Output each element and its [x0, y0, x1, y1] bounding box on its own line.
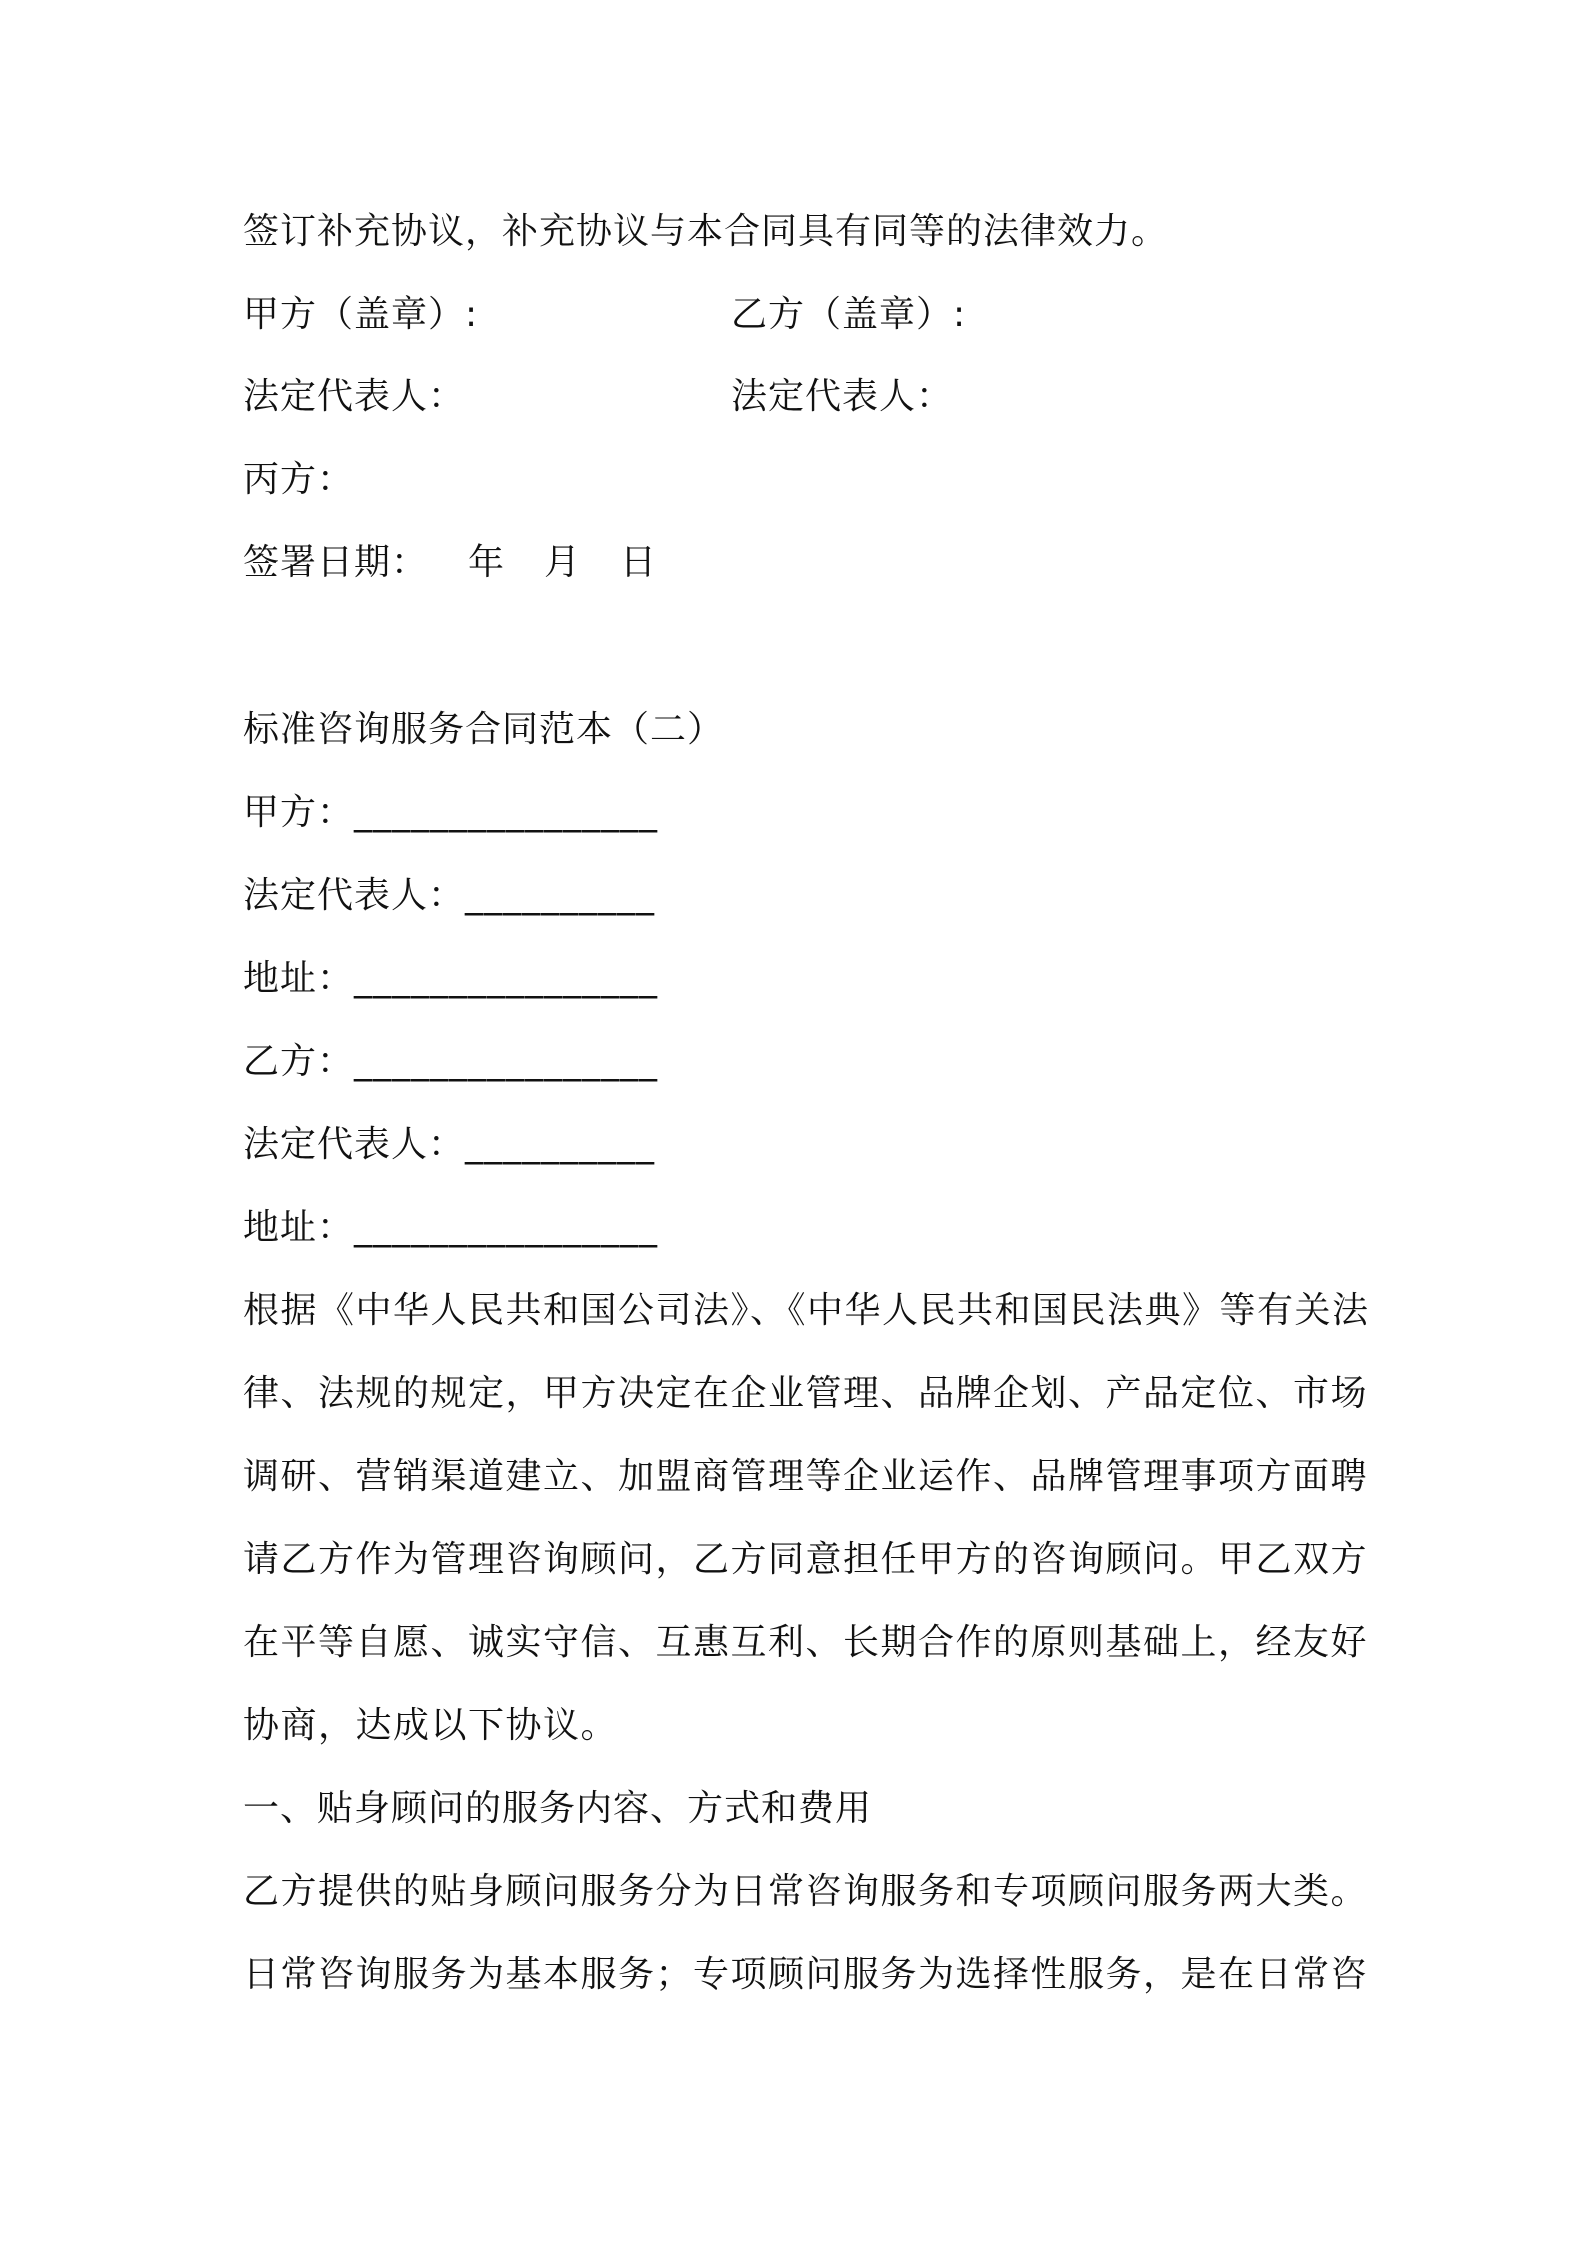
intro-line: 律、法规的规定，甲方决定在企业管理、品牌企划、产品定位、市场 — [243, 1373, 1369, 1414]
party-a-field: 甲方：________________ — [243, 792, 659, 833]
sign-date-row — [243, 538, 658, 588]
party-a-address-field: 地址：________________ — [243, 958, 659, 999]
party-b-field: 乙方：________________ — [243, 1041, 659, 1082]
intro-line: 请乙方作为管理咨询顾问，乙方同意担任甲方的咨询顾问。甲乙双方 — [243, 1539, 1369, 1580]
party-a-rep-field: 法定代表人：__________ — [243, 875, 656, 916]
day-label: 日 — [620, 542, 658, 583]
section-1-line: 乙方提供的贴身顾问服务分为日常咨询服务和专项顾问服务两大类。 — [243, 1871, 1369, 1912]
intro-line: 在平等自愿、诚实守信、互惠互利、长期合作的原则基础上，经友好 — [243, 1622, 1369, 1663]
party-b-rep-label: 法定代表人： — [731, 376, 954, 417]
section-1-heading: 一、贴身顾问的服务内容、方式和费用 — [243, 1788, 873, 1829]
section-1-line: 日常咨询服务为基本服务；专项顾问服务为选择性服务，是在日常咨 — [243, 1954, 1369, 1995]
party-a-rep-label: 法定代表人： — [243, 376, 466, 417]
contract-title: 标准咨询服务合同范本（二） — [243, 709, 725, 750]
party-b-seal-label: 乙方（盖章）: — [731, 294, 967, 335]
party-a-seal-label: 甲方（盖章）: — [243, 294, 479, 335]
supplement-clause: 签订补充协议，补充协议与本合同具有同等的法律效力。 — [243, 211, 1169, 252]
party-c-label: 丙方： — [243, 459, 355, 500]
party-a-seal-row — [243, 290, 967, 340]
intro-line: 协商，达成以下协议。 — [243, 1705, 619, 1746]
sign-date-label: 签署日期： — [243, 542, 429, 583]
party-b-rep-field: 法定代表人：__________ — [243, 1124, 656, 1165]
intro-line: 调研、营销渠道建立、加盟商管理等企业运作、品牌管理事项方面聘 — [243, 1456, 1369, 1497]
party-b-address-field: 地址：________________ — [243, 1207, 659, 1248]
month-label: 月 — [544, 542, 582, 583]
year-label: 年 — [468, 542, 506, 583]
intro-line: 根据《中华人民共和国公司法》、《中华人民共和国民法典》等有关法 — [243, 1290, 1370, 1331]
representative-row — [243, 372, 954, 422]
